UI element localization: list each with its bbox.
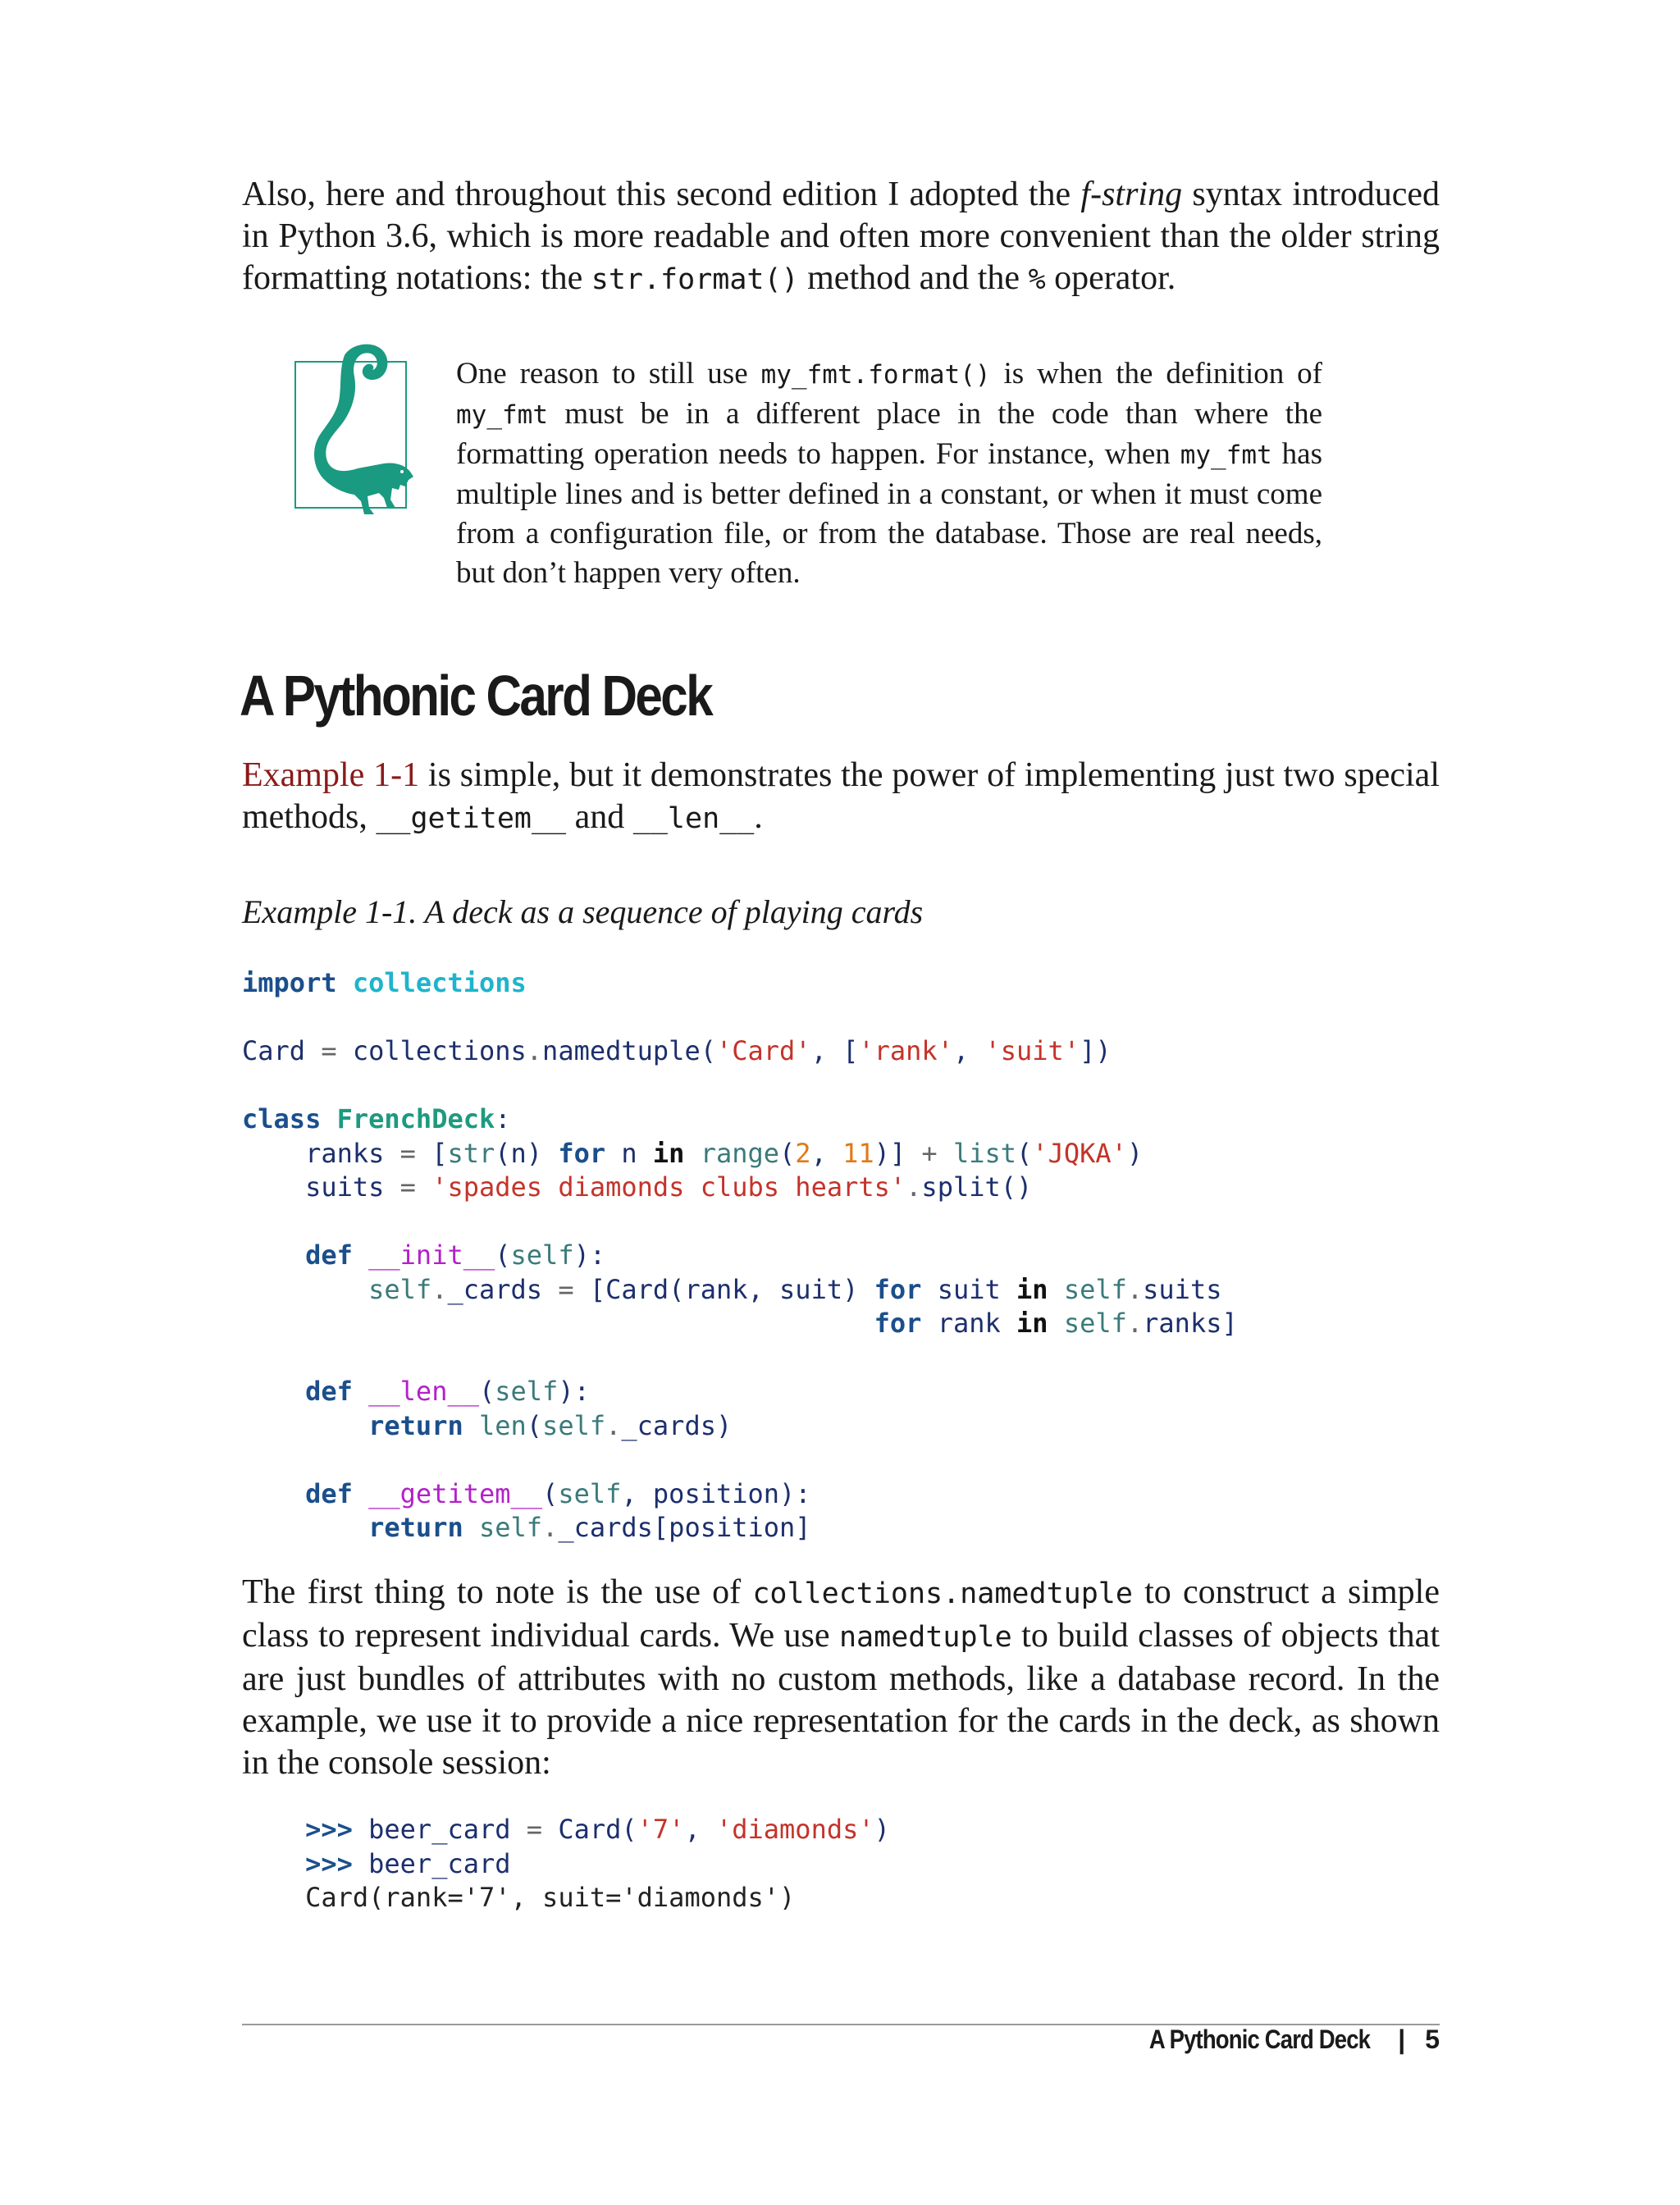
note-text-3: must be in a different place in the code than where the formatting operation needs to happen. For instance, when [456,397,1322,471]
inline-code-percent: % [1028,263,1046,296]
inline-code-my-fmt-2: my_fmt [1180,441,1272,470]
example-intro-text-1: is simple, but it demonstrates the power of implementing just two special methods, [242,756,1440,836]
code-block-frenchdeck [242,966,1238,1545]
inline-code-my-fmt: my_fmt [456,400,548,430]
example-intro-text-3: . [754,798,763,836]
code-line: >>> beer_card [305,1847,511,1879]
example-intro-text-2: and [566,798,633,836]
page-number: 5 [1425,2025,1440,2054]
code-line: Card = collections.namedtuple('Card', ['rank', 'suit']) [242,1035,1112,1066]
page-footer [1113,2025,1440,2055]
example-cross-reference-link[interactable]: Example 1-1 [242,756,420,794]
code-line: self._cards = [Card(rank, suit) for suit in self.suits [368,1273,1222,1305]
inline-code-len: __len__ [632,802,755,835]
code-line: def __getitem__(self, position): [305,1477,811,1509]
explanation-text-2: to construct a simple class to represent individual cards. We use [242,1573,1440,1655]
running-head: A Pythonic Card Deck [1148,2025,1371,2054]
intro-text-3: method and the [798,259,1029,297]
intro-emphasis: f-string [1080,176,1183,213]
footer-separator: | [1398,2025,1406,2054]
note-paragraph [456,354,1322,593]
namedtuple-explanation-paragraph [242,1572,1440,1784]
inline-code-str-format: str.format() [591,263,799,296]
intro-text-1: Also, here and throughout this second edition I adopted the [242,176,1081,213]
section-heading: A Pythonic Card Deck [240,664,712,728]
code-line: Card(rank='7', suit='diamonds') [305,1882,796,1913]
inline-code-my-fmt-format: my_fmt.format() [760,360,991,390]
code-line: return len(self._cards) [368,1409,733,1441]
code-line: def __len__(self): [305,1376,590,1407]
inline-code-getitem: __getitem__ [376,802,567,835]
note-text-4: has multiple lines and is better defined in a constant, or when it must come from a configuration file, or from the database. Those are real needs, but don’t happen very often. [456,437,1323,590]
intro-paragraph [242,174,1440,301]
intro-text-4: operator. [1045,259,1176,297]
example-intro-paragraph [242,755,1440,840]
note-text-2: is when the definition of [990,357,1322,390]
lemur-icon [294,340,415,529]
code-line: >>> beer_card = Card('7', 'diamonds') [305,1814,890,1845]
inline-code-collections-namedtuple: collections.namedtuple [752,1577,1133,1610]
code-block-console-session [242,1813,890,1915]
code-line: import collections [242,967,527,998]
code-line: def __init__(self): [305,1239,606,1271]
code-line: suits = 'spades diamonds clubs hearts'.split() [242,1171,1033,1203]
code-line: class FrenchDeck: [242,1103,511,1134]
example-caption: Example 1-1. A deck as a sequence of playing cards [242,893,924,930]
code-line: ranks = [str(n) for n in range(2, 11)] + list('JQKA') [242,1137,1144,1169]
code-line: return self._cards[position] [368,1512,811,1543]
inline-code-namedtuple: namedtuple [838,1621,1012,1654]
intro-text-2: syntax introduced in Python 3.6, which is more readable and often more convenient than the older string formatting notations: the [242,176,1440,297]
code-line: for rank in self.ranks] [874,1308,1238,1339]
note-text-1: One reason to still use [456,357,761,390]
explanation-text-3: to build classes of objects that are just bundles of attributes with no custom methods, like a database record. In the example, we use it to provide a nice representation for the cards in the deck, as shown in the console session: [242,1617,1440,1782]
explanation-text-1: The first thing to note is the use of [242,1573,753,1611]
